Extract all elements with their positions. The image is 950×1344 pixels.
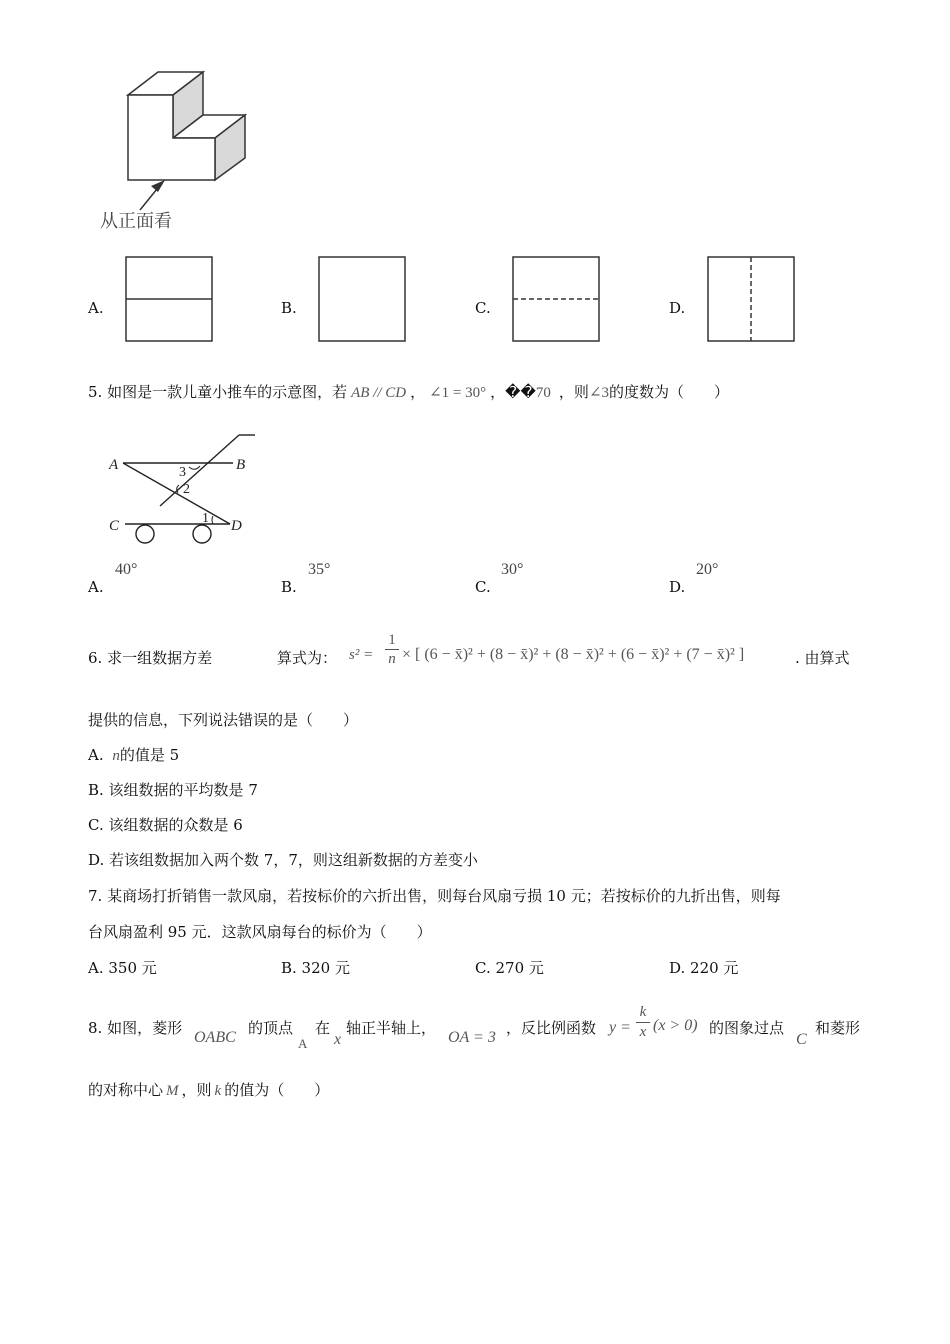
q8-p4: 轴正半轴上， bbox=[346, 1019, 437, 1037]
label-angle2: 2 bbox=[183, 482, 190, 497]
label-angle3: 3 bbox=[179, 465, 186, 480]
q6-formula-lhs: s² = bbox=[349, 647, 374, 663]
q5-option-a-value: 40° bbox=[115, 561, 138, 578]
wheel-right bbox=[193, 525, 211, 543]
q8-p6: 的图象过点 bbox=[709, 1019, 785, 1037]
q5-angle2-value: 70 bbox=[535, 385, 551, 401]
q5-mid: ，则 bbox=[558, 383, 589, 401]
q4-option-c-figure bbox=[512, 256, 602, 344]
q6-option-c: C. 该组数据的众数是 6 bbox=[88, 816, 243, 834]
q7-line2: 台风扇盈利 95 元．这款风扇每台的标价为（ ） bbox=[88, 923, 432, 941]
q7-option-c: C. 270 元 bbox=[475, 959, 544, 977]
q8-func-num: k bbox=[639, 1004, 647, 1020]
figure-caption: 从正面看 bbox=[100, 211, 172, 232]
q5-option-c-value: 30° bbox=[501, 561, 524, 578]
q8-c: C bbox=[796, 1031, 807, 1048]
q5-sep2: ， bbox=[490, 383, 506, 401]
view-arrow-head bbox=[151, 180, 165, 192]
q8-p3: 在 bbox=[315, 1019, 331, 1037]
q6-option-a-var: n bbox=[112, 748, 120, 764]
q6-frac-num: 1 bbox=[388, 632, 396, 648]
q5-parallel: AB // CD bbox=[351, 385, 407, 401]
q6-option-b: B. 该组数据的平均数是 7 bbox=[88, 781, 258, 799]
q6-option-a bbox=[88, 745, 179, 766]
q8-func-cond: (x > 0) bbox=[653, 1017, 698, 1034]
q6-option-a-label: A. bbox=[88, 746, 104, 764]
q8-line2-a: 的对称中心 bbox=[88, 1081, 164, 1099]
q7-option-b: B. 320 元 bbox=[281, 959, 350, 977]
q6-prefix: 6. 求一组数据方差 bbox=[88, 649, 213, 667]
label-c: C bbox=[109, 518, 120, 534]
q5-option-d-label: D. bbox=[669, 578, 686, 596]
q8-a: A bbox=[298, 1036, 308, 1051]
q6-mid: 算式为： bbox=[277, 649, 338, 667]
q5-option-a-label: A. bbox=[88, 578, 104, 596]
q5-option-d-value: 20° bbox=[696, 561, 719, 578]
q8-func-lhs: y = bbox=[609, 1019, 631, 1036]
q4-option-d-label: D. bbox=[669, 299, 686, 317]
q4-option-d-figure bbox=[707, 256, 797, 344]
q5-option-b-label: B. bbox=[281, 578, 297, 596]
q4-option-a-label: A. bbox=[88, 299, 104, 317]
q5-sep1: ， bbox=[410, 383, 426, 401]
q8-func-den: x bbox=[639, 1024, 647, 1040]
label-a: A bbox=[109, 457, 119, 473]
q5-suffix: 的度数为（ ） bbox=[609, 383, 730, 401]
q7-option-a: A. 350 元 bbox=[88, 959, 157, 977]
q8-p7: 和菱形 bbox=[815, 1019, 861, 1037]
q8-oa: OA = 3 bbox=[448, 1029, 496, 1046]
q7-line1: 7. 某商场打折销售一款风扇，若按标价的六折出售，则每台风扇亏损 10 元；若按标价的九折出售，则每 bbox=[88, 887, 781, 905]
q8-func-fraction bbox=[636, 1003, 650, 1042]
q8-line2 bbox=[88, 1080, 329, 1101]
q6-option-a-text: 的值是 5 bbox=[119, 746, 180, 764]
diagonal-a-d bbox=[123, 463, 230, 524]
label-angle1: 1 bbox=[202, 511, 209, 526]
q5-stem bbox=[88, 382, 729, 403]
q6-option-d: D. 若该组数据加入两个数 7，7，则这组新数据的方差变小 bbox=[88, 851, 478, 869]
q5-option-b-value: 35° bbox=[308, 561, 331, 578]
q7-option-d: D. 220 元 bbox=[669, 959, 739, 977]
q8-line2-c: 的值为（ ） bbox=[224, 1081, 330, 1099]
q6-formula-rhs: × [ (6 − x̄)² + (8 − x̄)² + (8 − x̄)² + (6 − x̄)² + (7 − x̄)² ] bbox=[402, 646, 745, 663]
q8-p1: 8. 如图，菱形 bbox=[88, 1019, 183, 1037]
q5-garbled: �� bbox=[505, 383, 536, 401]
q6-frac-den: n bbox=[388, 651, 396, 667]
q4-option-b-label: B. bbox=[281, 299, 297, 317]
wheel-left bbox=[136, 525, 154, 543]
q5-angle3: ∠3 bbox=[588, 385, 610, 401]
stroller-figure bbox=[105, 430, 265, 548]
q5-option-c-label: C. bbox=[475, 578, 491, 596]
q8-m: M bbox=[166, 1083, 179, 1099]
handle-line bbox=[160, 435, 239, 506]
q6-fraction bbox=[385, 632, 399, 669]
q8-line2-b: ，则 bbox=[181, 1081, 212, 1099]
q4-option-b-figure bbox=[318, 256, 408, 344]
label-d: D bbox=[231, 518, 242, 534]
q8-k: k bbox=[214, 1083, 222, 1099]
q6-line2: 提供的信息，下列说法错误的是（ ） bbox=[88, 711, 359, 729]
q5-prefix: 5. 如图是一款儿童小推车的示意图，若 bbox=[88, 383, 348, 401]
q8-oabc: OABC bbox=[194, 1029, 236, 1046]
q8-p5: ，反比例函数 bbox=[506, 1019, 597, 1037]
q8-x: x bbox=[334, 1031, 342, 1048]
q5-angle1: ∠1 = 30° bbox=[429, 385, 487, 401]
q4-option-a-figure bbox=[125, 256, 215, 344]
q8-p2: 的顶点 bbox=[248, 1019, 294, 1037]
label-b: B bbox=[236, 457, 246, 473]
q4-option-c-label: C. bbox=[475, 299, 491, 317]
q6-suffix: . 由算式 bbox=[795, 649, 850, 667]
